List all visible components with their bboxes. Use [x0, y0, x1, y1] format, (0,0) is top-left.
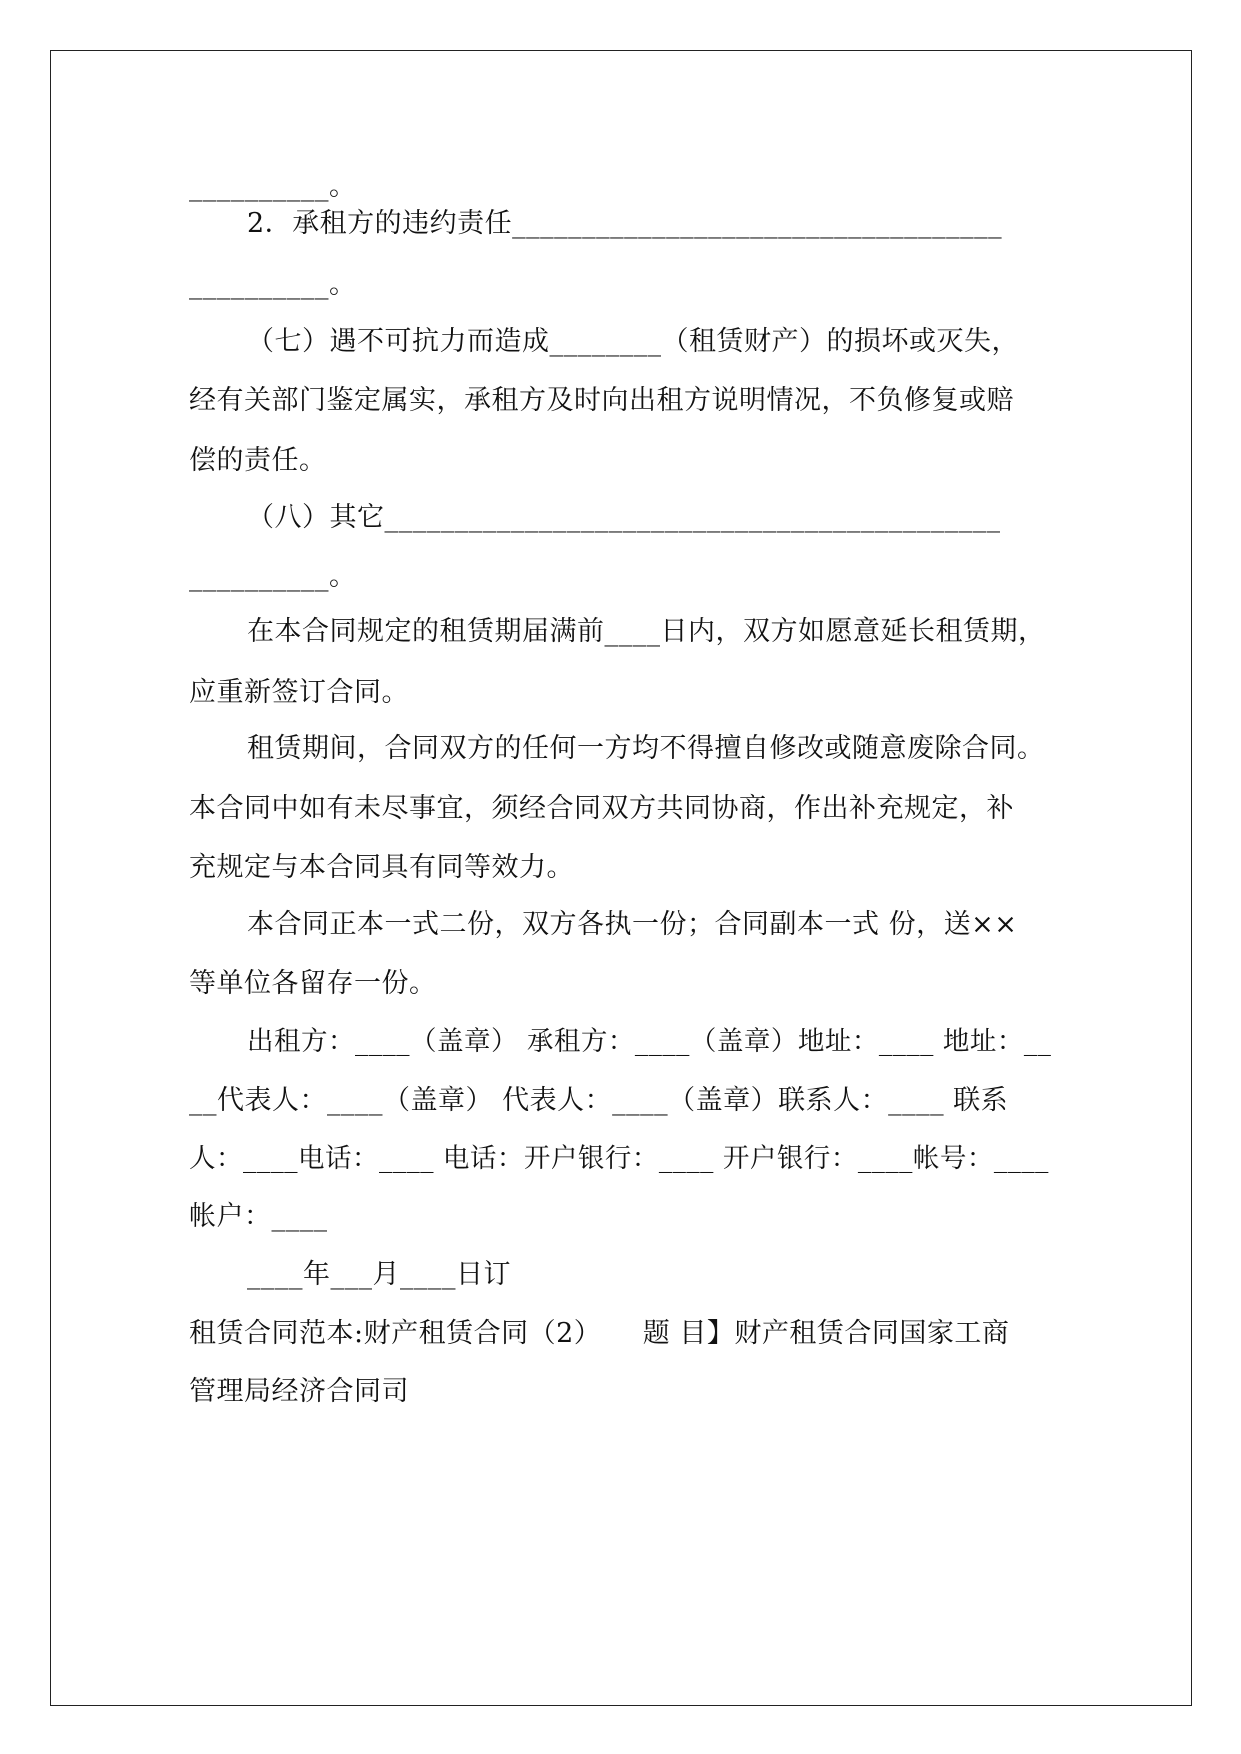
text-line: （八）其它____________________________________________ [247, 502, 1001, 533]
text-line: 管理局经济合同司 [189, 1376, 409, 1407]
text-line: __代表人：____（盖章） 代表人：____（盖章）联系人：____ 联系 [189, 1085, 1009, 1116]
text-line: 本合同中如有未尽事宜，须经合同双方共同协商，作出补充规定，补 [189, 793, 1014, 824]
text-line: 在本合同规定的租赁期届满前____日内，双方如愿意延长租赁期， [247, 616, 1046, 647]
text-line: 租赁期间，合同双方的任何一方均不得擅自修改或随意废除合同。 [247, 733, 1045, 764]
text-line: 出租方：____（盖章） 承租方：____（盖章）地址：____ 地址：__ [247, 1026, 1052, 1057]
text-line: 帐户：____ [189, 1201, 328, 1232]
text-line: 充规定与本合同具有同等效力。 [189, 852, 574, 883]
text-line: 等单位各留存一份。 [189, 968, 437, 999]
text-line: 人：____电话：____ 电话：开户银行：____ 开户银行：____帐号：____ [189, 1143, 1049, 1174]
text-line: 经有关部门鉴定属实，承租方及时向出租方说明情况，不负修复或赔 [189, 385, 1014, 416]
text-line: 2．承租方的违约责任___________________________________ [247, 208, 1003, 239]
text-line: ____年___月____日订 [247, 1259, 511, 1290]
text-line: __________。 [189, 561, 357, 592]
text-line: 本合同正本一式二份，双方各执一份；合同副本一式 份，送×× [247, 909, 1018, 940]
text-line: 偿的责任。 [189, 445, 327, 476]
text-line: __________。 [189, 171, 357, 202]
text-line: __________。 [189, 269, 357, 300]
text-line: 应重新签订合同。 [189, 677, 409, 708]
text-line: （七）遇不可抗力而造成________（租赁财产）的损坏或灭失， [247, 326, 1019, 357]
text-line: 租赁合同范本:财产租赁合同（2） 题 目】财产租赁合同国家工商 [189, 1318, 1010, 1349]
